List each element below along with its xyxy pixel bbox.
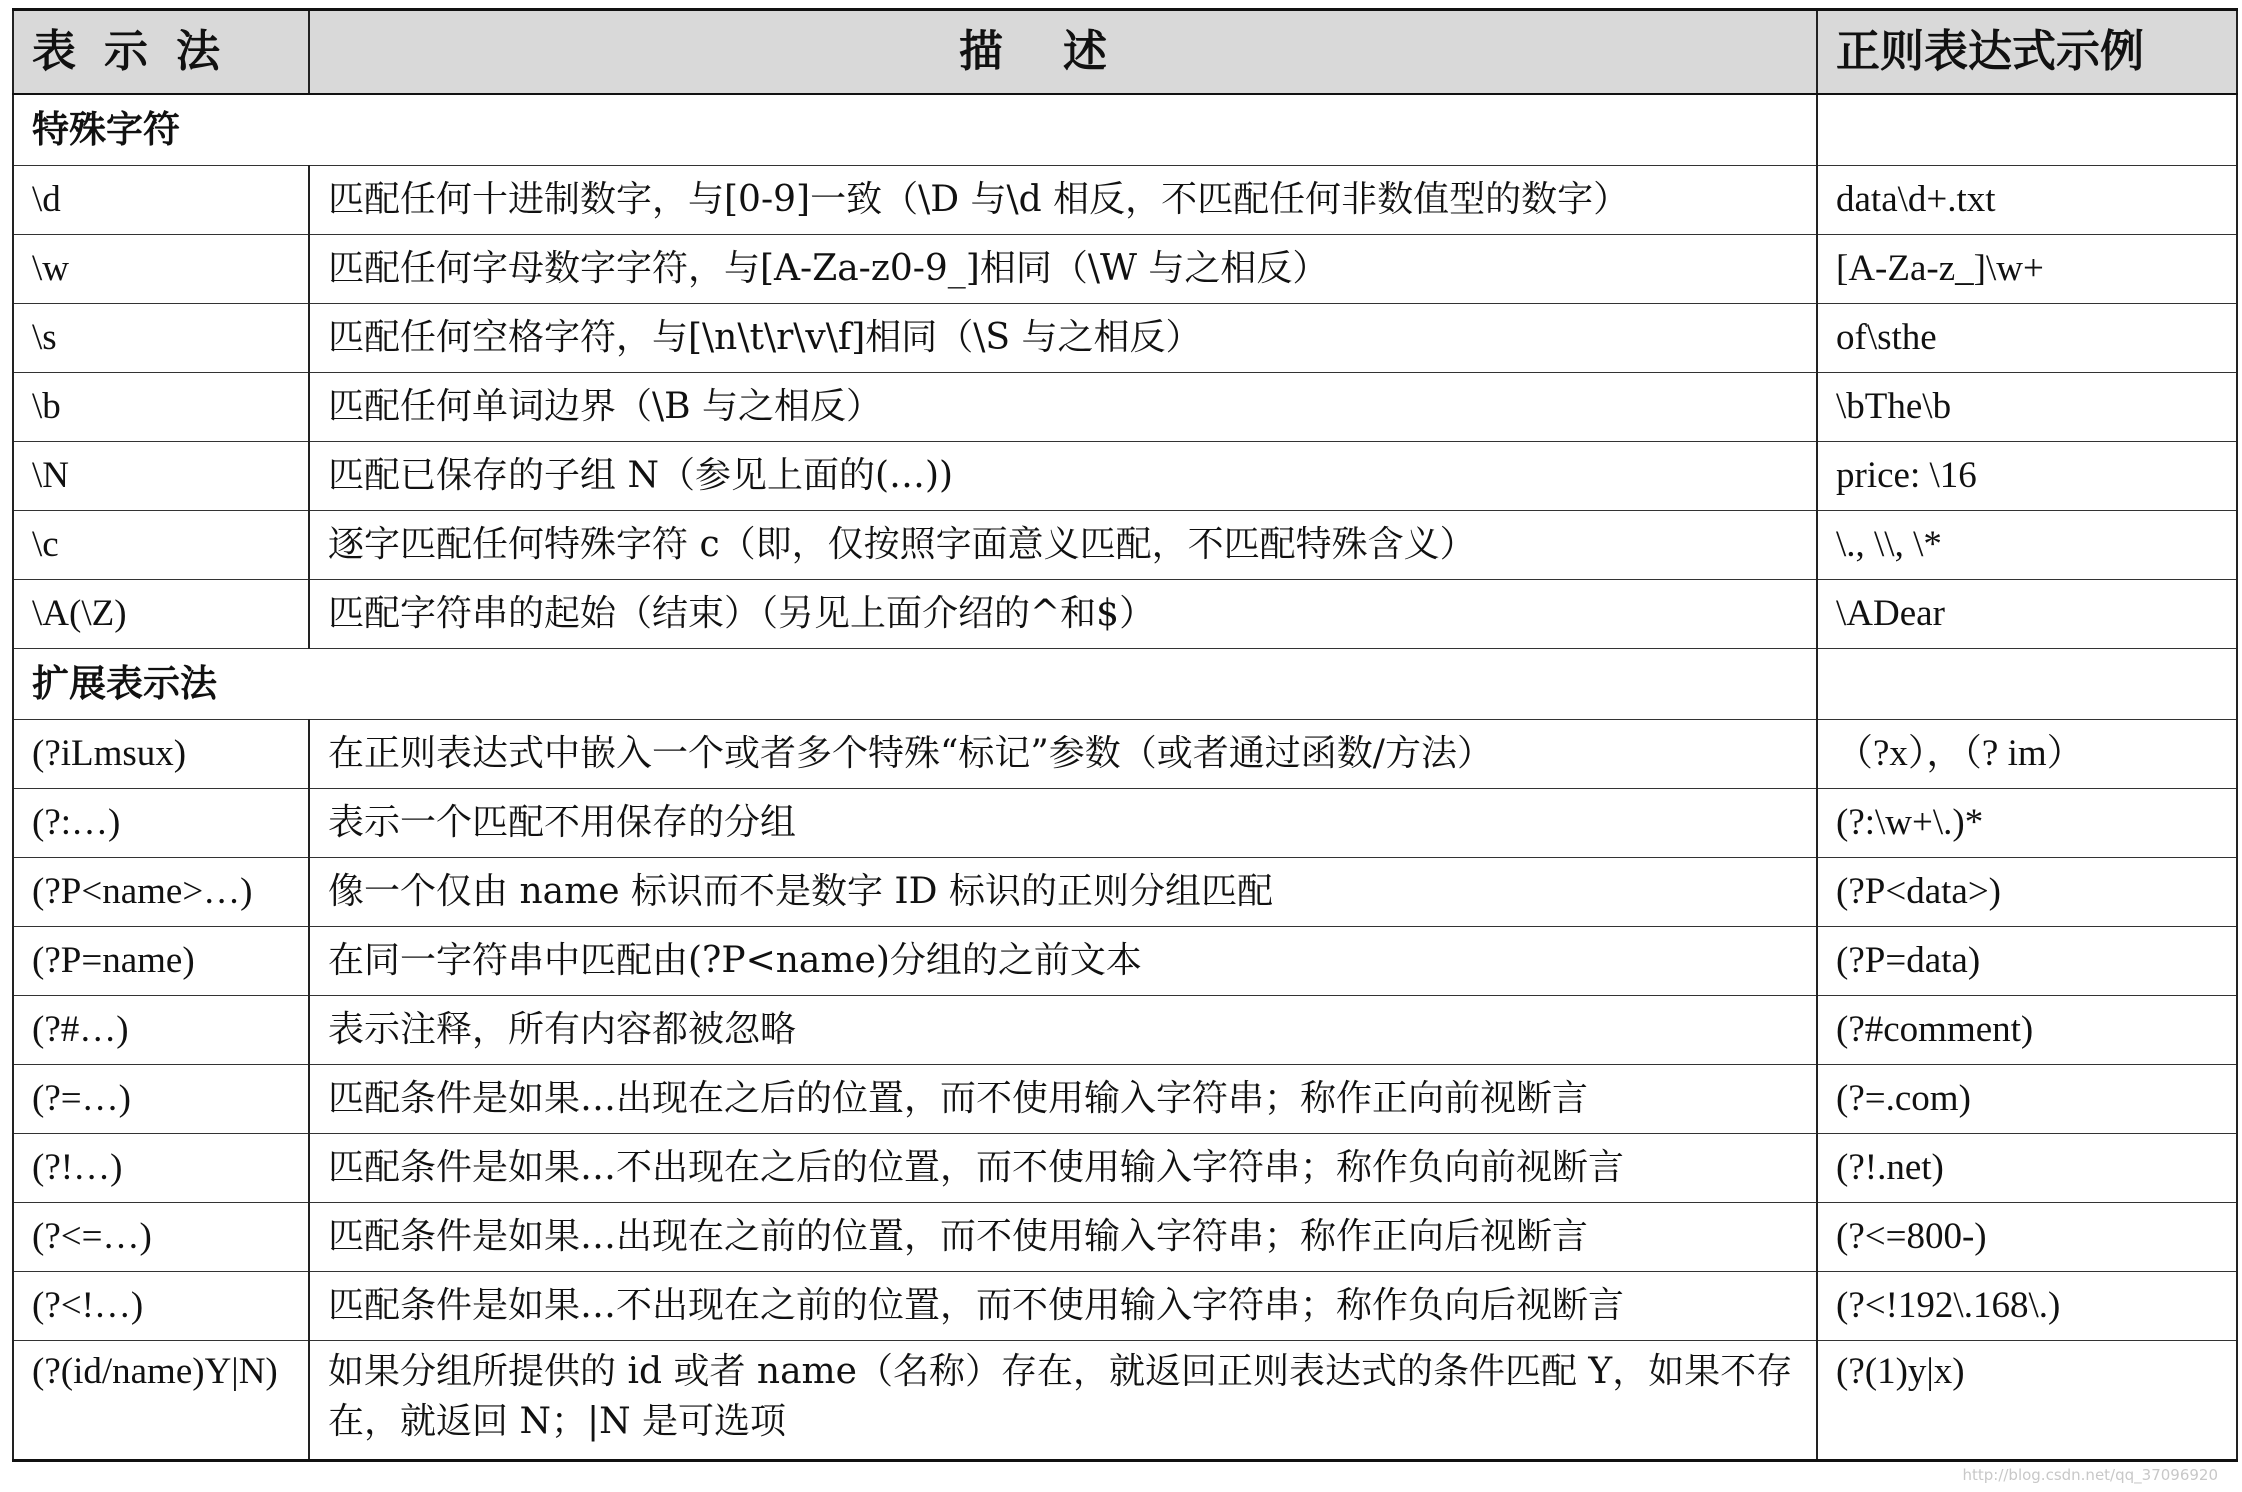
section-title: 特殊字符	[13, 94, 1817, 166]
description-cell: 匹配字符串的起始（结束）（另见上面介绍的^和$）	[309, 580, 1817, 649]
notation-cell: (?P=name)	[13, 927, 309, 996]
table-row	[13, 166, 2237, 235]
notation-cell: \c	[13, 511, 309, 580]
table-row	[13, 304, 2237, 373]
example-cell: (?<=800-)	[1817, 1203, 2237, 1272]
example-cell: of\sthe	[1817, 304, 2237, 373]
section-empty-cell	[1817, 94, 2237, 166]
table-row	[13, 1065, 2237, 1134]
example-cell: [A-Za-z_]\w+	[1817, 235, 2237, 304]
example-cell: (?=.com)	[1817, 1065, 2237, 1134]
table-row	[13, 373, 2237, 442]
table-row	[13, 511, 2237, 580]
description-cell: 匹配条件是如果…出现在之后的位置，而不使用输入字符串；称作正向前视断言	[309, 1065, 1817, 1134]
table-row	[13, 927, 2237, 996]
notation-cell: (?P<name>…)	[13, 858, 309, 927]
notation-cell: (?<!…)	[13, 1272, 309, 1341]
notation-cell: \N	[13, 442, 309, 511]
section-empty-cell	[1817, 649, 2237, 720]
example-cell: price: \16	[1817, 442, 2237, 511]
table-row	[13, 720, 2237, 789]
table-row	[13, 858, 2237, 927]
description-cell: 匹配条件是如果…出现在之前的位置，而不使用输入字符串；称作正向后视断言	[309, 1203, 1817, 1272]
table-row	[13, 996, 2237, 1065]
example-cell: data\d+.txt	[1817, 166, 2237, 235]
description-cell: 匹配条件是如果…不出现在之后的位置，而不使用输入字符串；称作负向前视断言	[309, 1134, 1817, 1203]
table-row	[13, 1341, 2237, 1461]
table-row	[13, 580, 2237, 649]
header-notation: 表示法	[13, 10, 309, 95]
notation-cell: (?#…)	[13, 996, 309, 1065]
example-cell: (?<!192\.168\.)	[1817, 1272, 2237, 1341]
example-cell: (?!.net)	[1817, 1134, 2237, 1203]
header-description: 描述	[309, 10, 1817, 95]
description-cell: 匹配任何十进制数字，与[0-9]一致（\D 与\d 相反，不匹配任何非数值型的数字）	[309, 166, 1817, 235]
notation-cell: (?!…)	[13, 1134, 309, 1203]
watermark: http://blog.csdn.net/qq_37096920	[1962, 1466, 2218, 1484]
regex-reference-table	[12, 8, 2238, 1462]
example-cell: (?P=data)	[1817, 927, 2237, 996]
example-cell: （?x），（? im）	[1817, 720, 2237, 789]
description-cell: 匹配任何空格字符，与[\n\t\r\v\f]相同（\S 与之相反）	[309, 304, 1817, 373]
table-row	[13, 235, 2237, 304]
notation-cell: (?=…)	[13, 1065, 309, 1134]
description-cell: 在同一字符串中匹配由(?P<name)分组的之前文本	[309, 927, 1817, 996]
description-cell: 匹配已保存的子组 N（参见上面的(…))	[309, 442, 1817, 511]
example-cell: \ADear	[1817, 580, 2237, 649]
header-example: 正则表达式示例	[1817, 10, 2237, 95]
description-cell: 匹配任何单词边界（\B 与之相反）	[309, 373, 1817, 442]
description-cell: 逐字匹配任何特殊字符 c（即，仅按照字面意义匹配，不匹配特殊含义）	[309, 511, 1817, 580]
example-cell: (?:\w+\.)*	[1817, 789, 2237, 858]
notation-cell: \d	[13, 166, 309, 235]
example-cell: (?P<data>)	[1817, 858, 2237, 927]
description-cell: 在正则表达式中嵌入一个或者多个特殊“标记”参数（或者通过函数/方法）	[309, 720, 1817, 789]
description-cell: 匹配条件是如果…不出现在之前的位置，而不使用输入字符串；称作负向后视断言	[309, 1272, 1817, 1341]
example-cell: (?#comment)	[1817, 996, 2237, 1065]
notation-cell: (?(id/name)Y|N)	[13, 1341, 309, 1461]
section-row	[13, 649, 2237, 720]
description-cell: 表示一个匹配不用保存的分组	[309, 789, 1817, 858]
notation-cell: \w	[13, 235, 309, 304]
table-header-row	[13, 10, 2237, 95]
example-cell: \bThe\b	[1817, 373, 2237, 442]
table-row	[13, 1272, 2237, 1341]
description-cell: 表示注释，所有内容都被忽略	[309, 996, 1817, 1065]
description-cell: 匹配任何字母数字字符，与[A-Za-z0-9_]相同（\W 与之相反）	[309, 235, 1817, 304]
table-row	[13, 442, 2237, 511]
table-row	[13, 1134, 2237, 1203]
regex-table-wrapper	[12, 8, 2236, 1462]
example-cell: \., \\, \*	[1817, 511, 2237, 580]
notation-cell: (?<=…)	[13, 1203, 309, 1272]
notation-cell: (?:…)	[13, 789, 309, 858]
notation-cell: \A(\Z)	[13, 580, 309, 649]
notation-cell: \b	[13, 373, 309, 442]
notation-cell: \s	[13, 304, 309, 373]
description-cell: 如果分组所提供的 id 或者 name（名称）存在，就返回正则表达式的条件匹配 Y，如果不存在，就返回 N；|N 是可选项	[309, 1341, 1817, 1461]
section-row	[13, 94, 2237, 166]
notation-cell: (?iLmsux)	[13, 720, 309, 789]
example-cell: (?(1)y|x)	[1817, 1341, 2237, 1461]
table-body	[13, 94, 2237, 1461]
table-row	[13, 1203, 2237, 1272]
description-cell: 像一个仅由 name 标识而不是数字 ID 标识的正则分组匹配	[309, 858, 1817, 927]
table-row	[13, 789, 2237, 858]
section-title: 扩展表示法	[13, 649, 1817, 720]
